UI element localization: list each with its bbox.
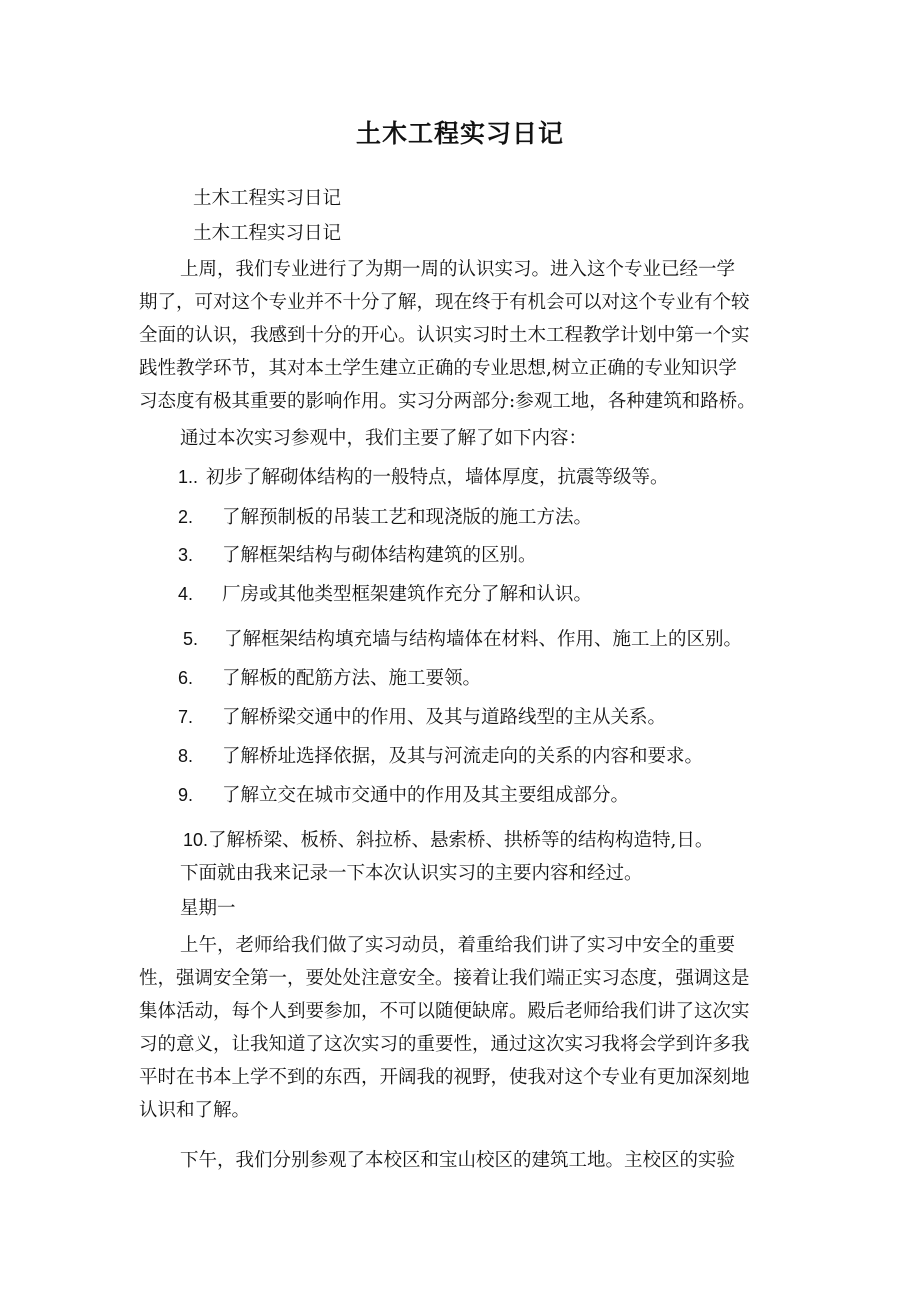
subtitle-line: 土木工程实习日记 <box>193 223 342 244</box>
list-item-number: 5. <box>183 629 199 649</box>
list-item-number: 4. <box>178 584 194 604</box>
intro-line: 践性教学环节，其对本土学生建立正确的专业思想,树立正确的专业知识学 <box>139 358 737 379</box>
list-item-number: 10. <box>183 830 209 850</box>
list-item-number: 8. <box>178 746 194 766</box>
list-item-text: 了解框架结构填充墙与结构墙体在材料、作用、施工上的区别。 <box>224 629 743 650</box>
morning-line: 集体活动，每个人到要参加，不可以随便缺席。殿后老师给我们讲了这次实 <box>139 1001 750 1022</box>
list-item <box>178 783 629 808</box>
list-item-number: 2. <box>178 507 194 527</box>
list-item <box>178 465 669 490</box>
document-title: 土木工程实习日记 <box>355 119 564 148</box>
list-item <box>178 543 537 568</box>
list-item-text: 了解桥址选择依据，及其与河流走向的关系的内容和要求。 <box>222 746 704 767</box>
list-item <box>178 505 592 530</box>
day-heading: 星期一 <box>180 898 236 919</box>
intro-line: 习态度有极其重要的影响作用。实习分两部分:参观工地，各种建筑和路桥。 <box>139 391 756 412</box>
morning-line: 认识和了解。 <box>139 1100 251 1121</box>
list-item-text: 初步了解砌体结构的一般特点，墙体厚度，抗震等级等。 <box>206 467 669 488</box>
list-item <box>178 705 666 730</box>
intro-line: 期了，可对这个专业并不十分了解，现在终于有机会可以对这个专业有个较 <box>139 292 750 313</box>
morning-line: 性，强调安全第一，要处处注意安全。接着让我们端正实习态度，强调这是 <box>139 968 750 989</box>
list-item <box>183 627 742 652</box>
intro-line: 上周，我们专业进行了为期一周的认识实习。进入这个专业已经一学 <box>180 259 736 280</box>
list-item-number: 7. <box>178 707 194 727</box>
intro-line: 全面的认识，我感到十分的开心。认识实习时土木工程教学计划中第一个实 <box>139 325 750 346</box>
list-item <box>183 828 713 853</box>
list-item-number: 3. <box>178 545 194 565</box>
list-item-text: 了解桥梁交通中的作用、及其与道路线型的主从关系。 <box>222 707 667 728</box>
list-item-text: 了解框架结构与砌体结构建筑的区别。 <box>222 545 537 566</box>
subtitle-line: 土木工程实习日记 <box>193 188 342 209</box>
list-item-text: 厂房或其他类型框架建筑作充分了解和认识。 <box>222 584 593 605</box>
list-item <box>178 582 592 607</box>
list-item-text: 了解立交在城市交通中的作用及其主要组成部分。 <box>222 785 630 806</box>
morning-line: 平时在书本上学不到的东西，开阔我的视野，使我对这个专业有更加深刻地 <box>139 1067 750 1088</box>
list-item-number: 9. <box>178 785 194 805</box>
list-intro: 通过本次实习参观中，我们主要了解了如下内容： <box>180 428 588 449</box>
morning-line: 习的意义，让我知道了这次实习的重要性，通过这次实习我将会学到许多我 <box>139 1034 750 1055</box>
list-item-text: 了解预制板的吊装工艺和现浇版的施工方法。 <box>222 507 593 528</box>
list-item-text: 了解桥梁、板桥、斜拉桥、悬索桥、拱桥等的结构构造特,日。 <box>208 830 714 851</box>
afternoon-line: 下午，我们分别参观了本校区和宝山校区的建筑工地。主校区的实验 <box>180 1150 736 1171</box>
morning-line: 上午，老师给我们做了实习动员，着重给我们讲了实习中安全的重要 <box>180 935 736 956</box>
list-item-number: 6. <box>178 668 194 688</box>
transition-line: 下面就由我来记录一下本次认识实习的主要内容和经过。 <box>180 863 643 884</box>
list-item <box>178 666 481 691</box>
list-item <box>178 744 703 769</box>
list-item-number: 1.. <box>178 467 199 487</box>
list-item-text: 了解板的配筋方法、施工要领。 <box>222 668 482 689</box>
